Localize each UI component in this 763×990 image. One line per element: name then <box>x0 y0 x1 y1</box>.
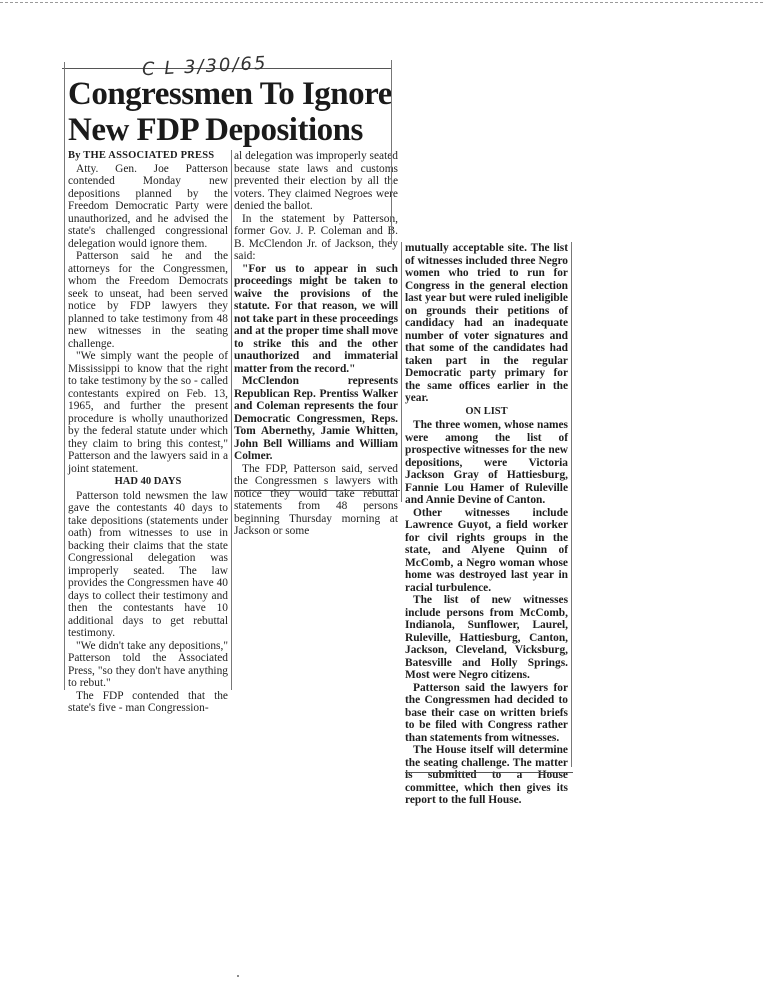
paragraph: Atty. Gen. Joe Patterson contended Monday new depositions planned by the Freedom Democratic Party were unauthorized, and he advised the state's challenged congressional delegation would ignore them. <box>68 162 228 250</box>
byline: By THE ASSOCIATED PRESS <box>68 150 215 161</box>
scan-speck <box>237 975 239 977</box>
column-rule-1 <box>231 150 232 690</box>
paragraph: The three women, whose names were among the list of prospective witnesses for the new depositions, were Victoria Jackson Gray of Hattiesburg, Fannie Lou Hamer of Ruleville and Annie Devine of Canton. <box>405 419 568 506</box>
subhead-had-40-days: HAD 40 DAYS <box>114 476 182 487</box>
article-column-3 <box>405 242 568 807</box>
quoted-statement: "For us to appear in such proceedings might be taken to waive the provisions of the statute. For that reason, we will not take part in these proceedings and at the proper time shall move to strike this and the other unauthorized and immaterial matter from the record." <box>234 262 399 375</box>
paragraph: Other witnesses include Lawrence Guyot, a field worker for civil rights groups in the state, and Alyene Quinn of McComb, a Negro woman whose home was destroyed last year in racial turbulence. <box>405 506 568 594</box>
paragraph: The FDP contended that the state's five - man Congression- <box>68 689 228 714</box>
column-rule-3 <box>571 242 572 767</box>
newspaper-clipping <box>62 52 572 806</box>
paragraph: The House itself will determine the seating challenge. The matter is submitted to a House committee, which then gives its report to the full House. <box>405 744 568 806</box>
paragraph: "We didn't take any depositions," Patterson told the Associated Press, "so they don't have anything to rebut." <box>68 639 228 689</box>
paragraph: Patterson said the lawyers for the Congressmen had decided to base their case on written briefs to be filed with Congress rather than statements from witnesses. <box>405 681 568 744</box>
paragraph: mutually acceptable site. The list of witnesses included three Negro women who tried to run for Congress in the general election last year but were ruled ineligible on grounds their petitions of candidacy had an inadequate number of voter signatures and that some of the candidates had taken part in the regular Democratic party primary for the same offices earlier in the year. <box>405 242 568 404</box>
paragraph: al delegation was improperly seated because state laws and customs prevented their election by all the voters. They claimed Negroes were denied the ballot. <box>234 150 398 212</box>
scan-top-edge <box>0 2 763 3</box>
paragraph: "We simply want the people of Mississippi to know that the right to take testimony by the so - called contestants expired on Feb. 13, 1965, and further the present procedure is wholly unauthorized by the federal statute under which they claim to bring this contest," Patterson and the lawyers said in a joint statement. <box>68 350 228 475</box>
headline-line-2: New FDP Depositions <box>68 112 363 148</box>
article-column-2 <box>234 150 398 538</box>
column-rule-left <box>64 62 65 690</box>
paragraph: Patterson said he and the attorneys for the Congressmen, whom the Freedom Democrats seek to unseat, had been served notice by FDP lawyers they planned to take testimony from 48 new witnesses in the seating challenge. <box>68 250 228 350</box>
article-column-1 <box>68 150 228 715</box>
headline-line-1: Congressmen To Ignore <box>68 76 392 112</box>
column-2-bottom-rule <box>234 490 400 491</box>
handwritten-date-note: C L 3/30/65 <box>141 52 268 81</box>
paragraph: Patterson told newsmen the law gave the contestants 40 days to take depositions (statements under oath) from witnesses to use in backing their claims that the state Congressional delegation was improperly seated. The law provides the Congressmen have 40 days to collect their testimony and then the contestants have 10 additional days to get rebuttal testimony. <box>68 489 228 639</box>
paragraph: In the statement by Patterson, former Gov. J. P. Coleman and B. B. McClendon Jr. of Jackson, they said: <box>234 212 398 262</box>
paragraph: The list of new witnesses include persons from McComb, Indianola, Sunflower, Laurel, Ruleville, Hattiesburg, Canton, Jackson, Cleveland, Vicksburg, Batesville and Holly Springs. Most were Negro citizens. <box>405 594 568 681</box>
clip-edge-right <box>391 60 392 242</box>
paragraph: The FDP, Patterson said, served the Congressmen s lawyers with notice they would take rebuttal statements from 48 persons beginning Thursday morning at Jackson or some <box>234 462 398 537</box>
column-3-bottom-rule <box>405 772 573 773</box>
headline <box>68 76 398 148</box>
paragraph: McClendon represents Republican Rep. Prentiss Walker and Coleman represents the four Democratic Congressmen, Reps. Tom Abernethy, Jamie Whitten, John Bell Williams and William Colmer. <box>234 375 398 462</box>
column-rule-2 <box>401 242 402 502</box>
subhead-on-list: ON LIST <box>465 405 508 417</box>
